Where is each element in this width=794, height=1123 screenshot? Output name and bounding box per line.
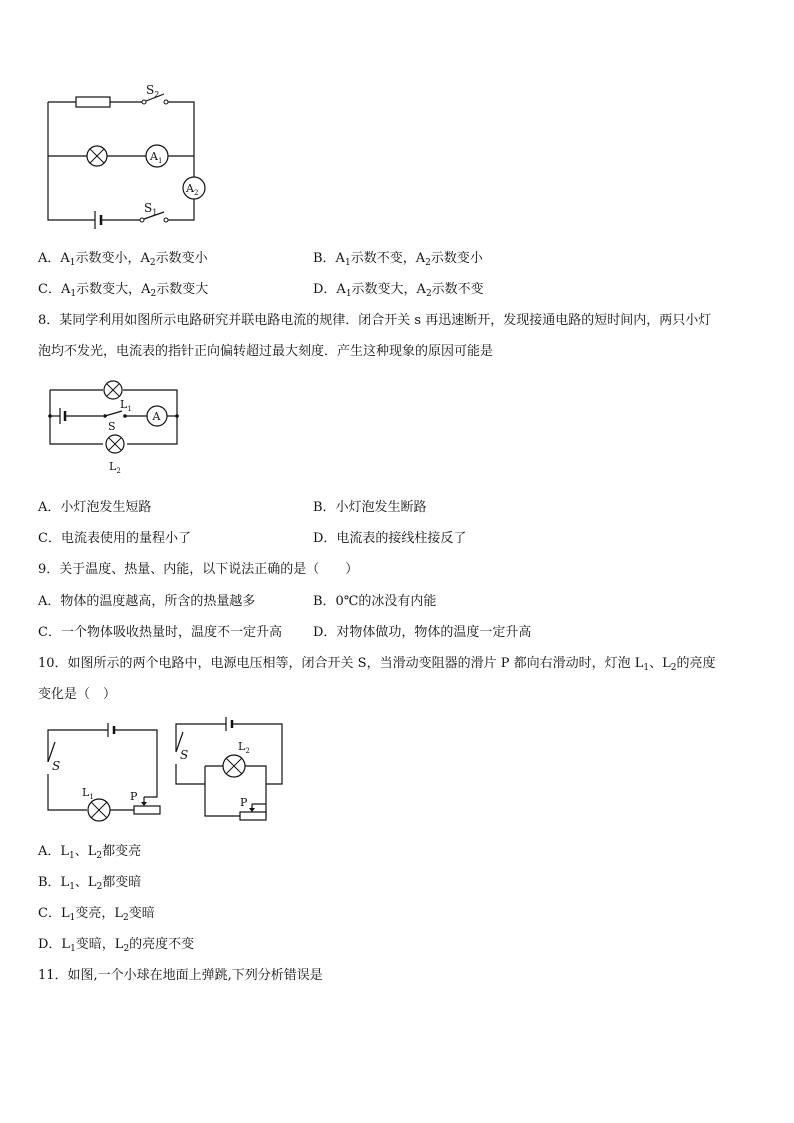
q10-option-d: D．$L_1$变暗，$L_2$的亮度不变 bbox=[38, 937, 195, 954]
label-s-left: S bbox=[52, 759, 61, 773]
label-s: S bbox=[108, 420, 116, 433]
label-l1: L bbox=[82, 786, 90, 799]
lamp-l1-icon bbox=[88, 799, 110, 821]
q11-stem: 11．如图,一个小球在地面上弹跳,下列分析错误是 bbox=[38, 968, 323, 983]
q10-left-circuit-diagram bbox=[40, 722, 165, 827]
switch-s bbox=[105, 411, 122, 416]
q8-circuit-diagram bbox=[45, 378, 185, 478]
rheostat bbox=[240, 812, 266, 820]
svg-text:S1: $S_1$ bbox=[144, 201, 158, 217]
q9-stem: 9．关于温度、热量、内能，以下说法正确的是（ ） bbox=[38, 562, 359, 577]
q9-option-a: A．物体的温度越高，所含的热量越多 bbox=[38, 594, 256, 609]
lamp-l2-icon bbox=[106, 435, 124, 453]
q10-option-a: A．$L_1$、$L_2$都变亮 bbox=[38, 844, 142, 861]
q8-stem-line2: 泡均不发光，电流表的指针正向偏转超过最大刻度．产生这种现象的原因可能是 bbox=[38, 344, 494, 359]
resistor bbox=[76, 97, 110, 107]
q7-option-d: D．$A_1$示数变大，$A_2$示数不变 bbox=[313, 282, 484, 299]
battery-icon bbox=[226, 717, 232, 731]
label-p-right: P bbox=[240, 796, 248, 809]
ammeter-icon bbox=[147, 406, 167, 426]
q8-stem-line1: 8．某同学利用如图所示电路研究并联电路电流的规律．闭合开关 s 再迅速断开，发现接通电路的短时间内，两只小灯 bbox=[38, 313, 712, 328]
q10-stem-line1: 10．如图所示的两个电路中，电源电压相等，闭合开关 S，当滑动变阻器的滑片 P 都向右滑动时，灯泡 $L_1$、$L_2$的亮度 bbox=[38, 656, 716, 673]
q9-option-c: C．一个物体吸收热量时，温度不一定升高 bbox=[38, 625, 282, 640]
q8-option-d: D．电流表的接线柱接反了 bbox=[313, 531, 467, 546]
q8-option-c: C．电流表使用的量程小了 bbox=[38, 531, 191, 546]
svg-text:L2: $L_2$ bbox=[109, 460, 121, 475]
label-s2: S bbox=[146, 83, 155, 97]
q9-option-b: B．0℃的冰没有内能 bbox=[313, 594, 437, 609]
svg-text:A: A bbox=[152, 410, 161, 423]
q7-circuit-diagram bbox=[40, 82, 215, 227]
svg-text:L1: $L_1$ bbox=[120, 398, 132, 413]
svg-text:A2: $A_2$ bbox=[186, 182, 199, 197]
ammeter-a1-icon bbox=[146, 145, 168, 167]
svg-text:L1: $L_1$ bbox=[82, 786, 94, 801]
q10-stem-line2: 变化是（ ） bbox=[38, 687, 117, 702]
lamp-l1-icon bbox=[104, 381, 122, 399]
q9-option-d: D．对物体做功，物体的温度一定升高 bbox=[313, 625, 532, 640]
label-s1: S bbox=[144, 201, 153, 215]
q10-option-b: B．$L_1$、$L_2$都变暗 bbox=[38, 875, 142, 892]
label-p-left: P bbox=[130, 790, 138, 803]
q8-option-b: B．小灯泡发生断路 bbox=[313, 500, 427, 515]
label-l2: L bbox=[238, 740, 246, 753]
ammeter-a2-icon bbox=[183, 177, 205, 199]
svg-text:S2: $S_2$ bbox=[146, 83, 160, 99]
q8-option-a: A．小灯泡发生短路 bbox=[38, 500, 152, 515]
battery-icon bbox=[108, 723, 114, 737]
svg-text:L2: $L_2$ bbox=[238, 740, 250, 755]
q7-option-a: A．$A_1$示数变小，$A_2$示数变小 bbox=[38, 251, 208, 268]
q10-right-circuit-diagram bbox=[168, 716, 293, 826]
q10-option-c: C．$L_1$变亮，$L_2$变暗 bbox=[38, 906, 155, 923]
battery-icon bbox=[95, 211, 101, 229]
q7-option-c: C．$A_1$示数变大，$A_2$示数变大 bbox=[38, 282, 209, 299]
lamp-icon bbox=[87, 146, 107, 166]
svg-text:A1: $A_1$ bbox=[150, 150, 163, 165]
lamp-l2-icon bbox=[223, 755, 245, 777]
label-l2: L bbox=[109, 460, 117, 473]
battery-icon bbox=[60, 408, 65, 424]
q7-option-b: B．$A_1$示数不变，$A_2$示数变小 bbox=[313, 251, 483, 268]
label-l1: L bbox=[120, 398, 128, 411]
label-s-right: S bbox=[180, 748, 189, 762]
rheostat bbox=[134, 806, 160, 814]
